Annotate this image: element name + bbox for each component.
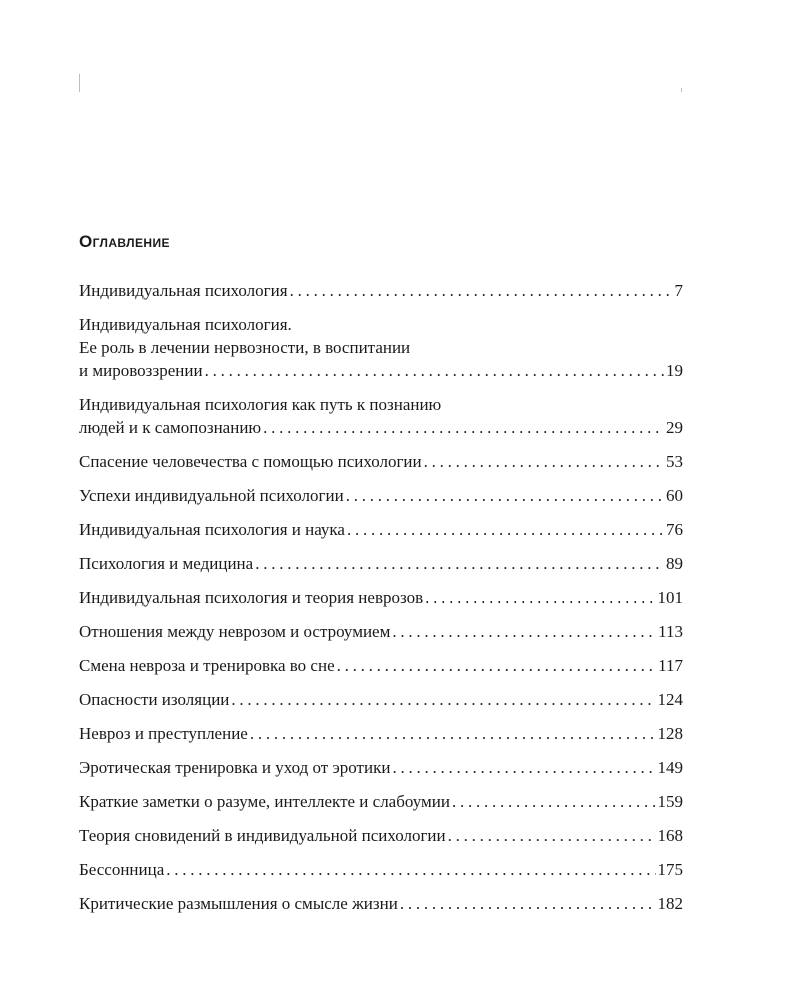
toc-entry-line	[79, 586, 683, 609]
dot-leader	[346, 484, 664, 507]
toc-page-number: 149	[657, 758, 683, 777]
toc-entry-title: Эротическая тренировка и уход от эротики	[79, 758, 391, 777]
toc-entry[interactable]	[79, 824, 683, 847]
toc-entry[interactable]	[79, 654, 683, 677]
dot-leader	[400, 892, 656, 915]
dot-leader	[250, 722, 656, 745]
toc-entry-title: Индивидуальная психология и наука	[79, 520, 345, 539]
dot-leader	[425, 586, 655, 609]
crop-mark-left	[79, 74, 80, 92]
dot-leader	[263, 416, 664, 439]
toc-entry-title: и мировоззрении	[79, 361, 203, 380]
toc-entry-line	[79, 552, 683, 575]
toc-entry-title: Невроз и преступление	[79, 724, 248, 743]
dot-leader	[166, 858, 655, 881]
toc-entry[interactable]	[79, 620, 683, 643]
dot-leader	[392, 620, 656, 643]
toc-entry-title: Критические размышления о смысле жизни	[79, 894, 398, 913]
toc-entry[interactable]	[79, 790, 683, 813]
dot-leader	[392, 756, 655, 779]
toc-page-number: 53	[666, 452, 683, 471]
toc-entry-title: Теория сновидений в индивидуальной психологии	[79, 826, 446, 845]
toc-page-number: 117	[658, 656, 683, 675]
toc-entry-line	[79, 654, 683, 677]
toc-entry[interactable]	[79, 688, 683, 711]
toc-entry-title: Бессонница	[79, 860, 165, 879]
dot-leader	[231, 688, 655, 711]
toc-page-number: 124	[657, 690, 683, 709]
toc-entry-line	[79, 756, 683, 779]
toc-entry-line	[79, 416, 683, 439]
toc-entry-title-line: Индивидуальная психология как путь к познанию	[79, 395, 442, 414]
toc-entry-line	[79, 790, 683, 813]
dot-leader	[255, 552, 664, 575]
toc-page-number: 175	[657, 860, 683, 879]
dot-leader	[347, 518, 664, 541]
toc-entry[interactable]	[79, 518, 683, 541]
toc-entry-title: Психология и медицина	[79, 554, 254, 573]
toc-entry[interactable]	[79, 722, 683, 745]
toc-entry-title: Индивидуальная психология и теория неврозов	[79, 588, 424, 607]
toc-entry-line	[79, 518, 683, 541]
toc-entry-title: Смена невроза и тренировка во сне	[79, 656, 335, 675]
dot-leader	[290, 279, 673, 302]
toc-entry-title: Опасности изоляции	[79, 690, 230, 709]
toc-entry-line	[79, 359, 683, 382]
toc-entry-title-line: Индивидуальная психология.	[79, 315, 292, 334]
dot-leader	[452, 790, 656, 813]
toc-entry-title: Индивидуальная психология	[79, 281, 288, 300]
toc-entry[interactable]	[79, 484, 683, 507]
toc-entry-line	[79, 620, 683, 643]
toc-entry-title: Успехи индивидуальной психологии	[79, 486, 344, 505]
toc-entry-line	[79, 688, 683, 711]
toc-title: Оглавление	[79, 232, 170, 251]
toc-entry-line	[79, 892, 683, 915]
toc-entry[interactable]	[79, 279, 683, 302]
toc-entry[interactable]	[79, 450, 683, 473]
toc-entry[interactable]	[79, 393, 683, 439]
toc-entry[interactable]	[79, 892, 683, 915]
toc-page-number: 101	[657, 588, 683, 607]
dot-leader	[448, 824, 656, 847]
toc-page-number: 60	[666, 486, 683, 505]
toc-page-number: 182	[657, 894, 683, 913]
toc-page-number: 19	[666, 361, 683, 380]
toc-page-number: 168	[657, 826, 683, 845]
toc-page-number: 113	[658, 622, 683, 641]
toc-entry-title-line: Ее роль в лечении нервозности, в воспитании	[79, 338, 411, 357]
toc-entry-line	[79, 824, 683, 847]
toc-page-number: 128	[657, 724, 683, 743]
toc-entry-title: Краткие заметки о разуме, интеллекте и слабоумии	[79, 792, 450, 811]
toc-entry-title: Спасение человечества с помощью психологии	[79, 452, 422, 471]
toc-page-number: 76	[666, 520, 683, 539]
crop-mark-right	[681, 88, 682, 92]
toc-entry[interactable]	[79, 756, 683, 779]
toc-entry-line	[79, 722, 683, 745]
toc-entry-title: людей и к самопознанию	[79, 418, 262, 437]
toc-entry-line	[79, 858, 683, 881]
dot-leader	[337, 654, 657, 677]
toc-entry-title: Отношения между неврозом и остроумием	[79, 622, 391, 641]
toc-page-number: 89	[666, 554, 683, 573]
toc-entry-line	[79, 279, 683, 302]
dot-leader	[424, 450, 664, 473]
toc-page-number: 159	[657, 792, 683, 811]
table-of-contents	[79, 279, 683, 926]
dot-leader	[205, 359, 664, 382]
toc-entry[interactable]	[79, 586, 683, 609]
toc-entry-line	[79, 484, 683, 507]
toc-entry-line	[79, 450, 683, 473]
toc-page-number: 29	[666, 418, 683, 437]
toc-entry[interactable]	[79, 552, 683, 575]
toc-entry[interactable]	[79, 858, 683, 881]
toc-entry[interactable]	[79, 313, 683, 382]
toc-page-number: 7	[674, 281, 683, 300]
